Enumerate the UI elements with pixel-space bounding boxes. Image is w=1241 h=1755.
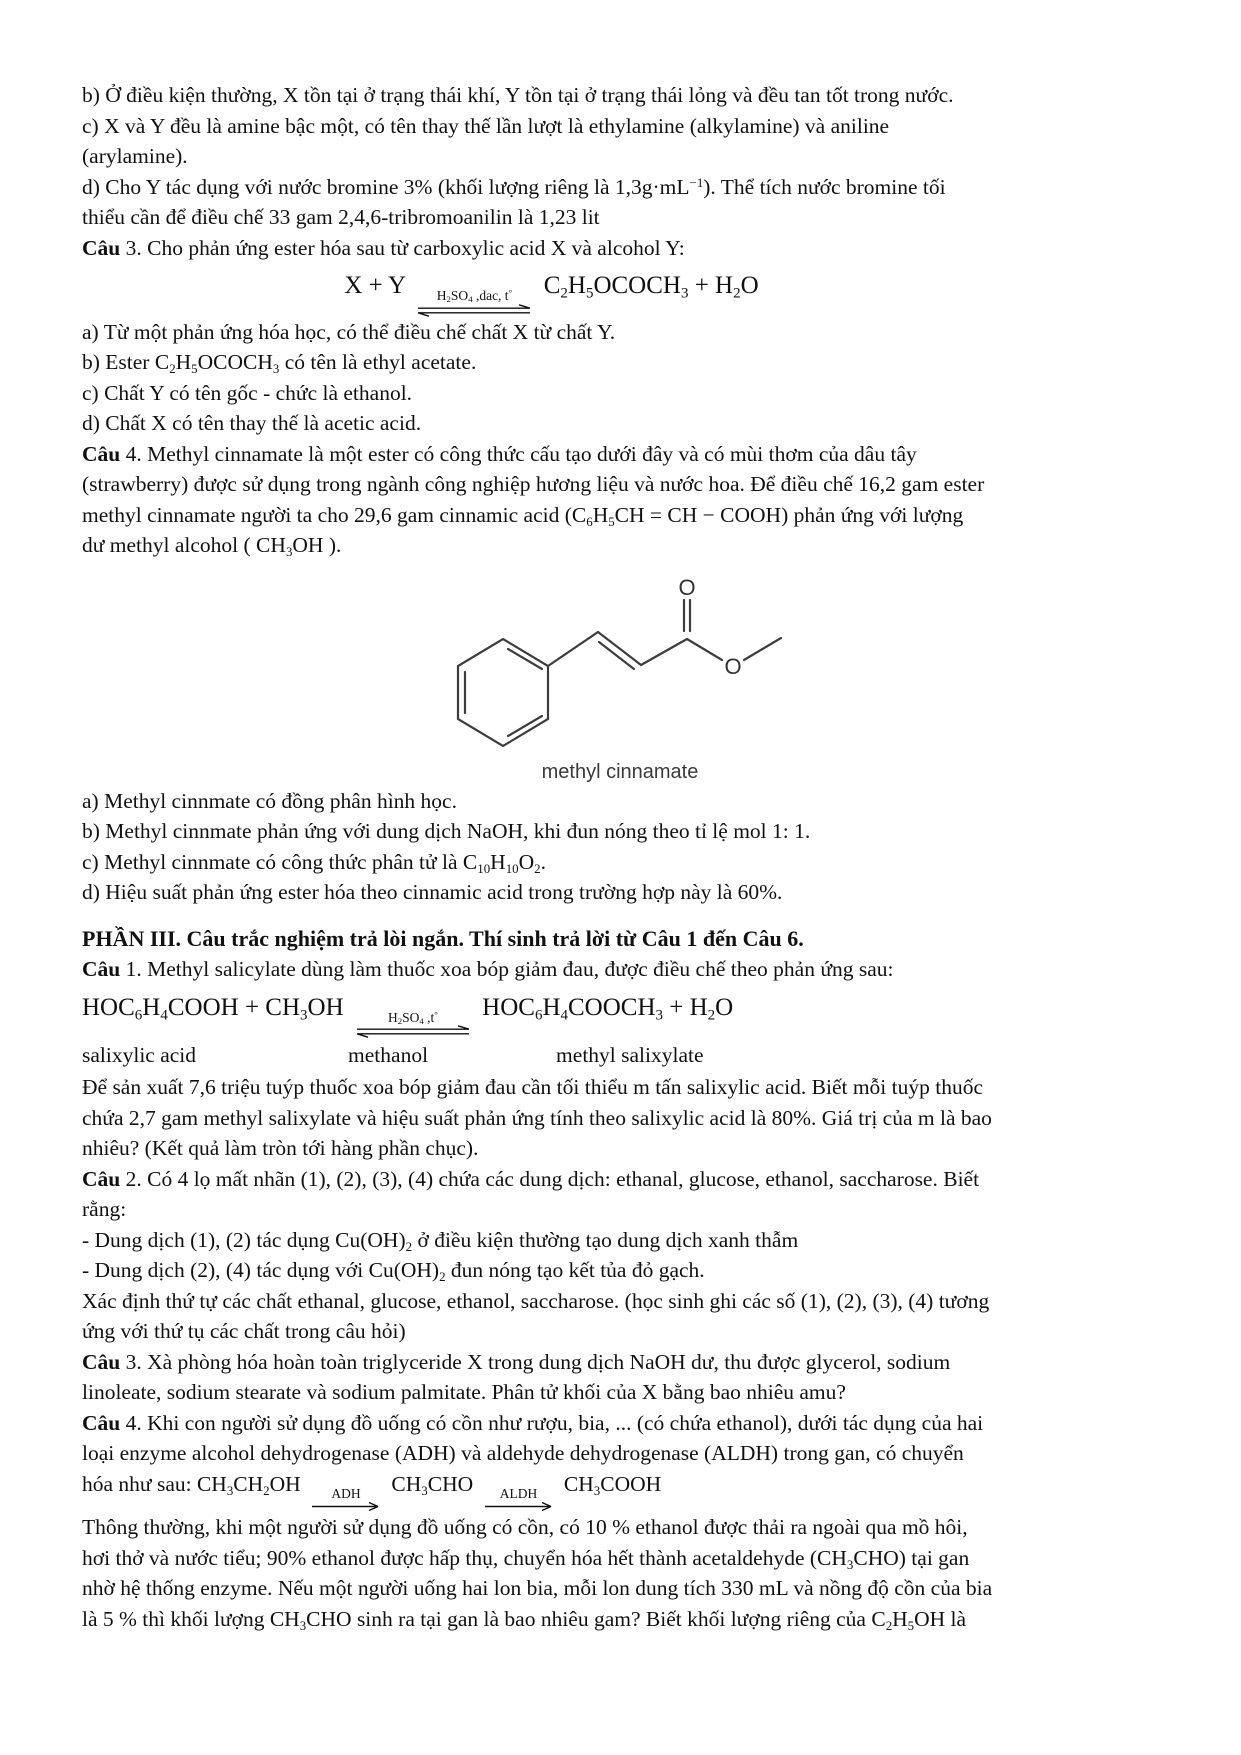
structure-caption: methyl cinnamate (541, 760, 699, 783)
text-line: Để sản xuất 7,6 triệu tuýp thuốc xoa bóp giảm đau cần tối thiểu m tấn salixylic acid. Biết mỗi tuýp thuốc (82, 1075, 984, 1100)
document-text-top (82, 80, 1171, 561)
text-line: d) Chất X có tên thay thế là acetic acid. (82, 411, 422, 436)
text-line: nhờ hệ thống enzyme. Nếu một người uống hai lon bia, mỗi lon dung tích 330 mL và nồng độ cồn của bia (82, 1576, 993, 1601)
equilibrium-arrow (354, 1010, 472, 1039)
arrow-enzyme-label: ADH (331, 1485, 361, 1501)
methyl-cinnamate-structure (450, 569, 790, 759)
equilibrium-arrow (415, 288, 533, 317)
text-line: (strawberry) được sử dụng trong ngành công nghiệp hương liệu và nước hoa. Để điều chế 16,2 gam ester (82, 472, 985, 497)
text-line: linoleate, sodium stearate và sodium palmitate. Phân tử khối của X bằng bao nhiêu amu? (82, 1380, 846, 1405)
arrow-enzyme-label: ALDH (499, 1485, 538, 1501)
text-line: Câu 3. Cho phản ứng ester hóa sau từ carboxylic acid X và alcohol Y: (82, 235, 685, 260)
text-line: Xác định thứ tự các chất ethanal, glucose, ethanol, saccharose. (học sinh ghi các số (1), (2), (3), (4) tương (82, 1288, 990, 1313)
reaction-arrow (483, 1486, 555, 1513)
text-line: Câu 4. Methyl cinnamate là một ester có công thức cấu tạo dưới đây và có mùi thơm của dâu tây (82, 441, 917, 466)
text-line: X + Y $H_2SO_4$ ,dac, t° $C_2H_5OCOCH_3 + H_2O$ (82, 263, 1171, 317)
text-line: c) Methyl cinnmate có công thức phân tử là $C_{10}H_{10}O_2$. (82, 849, 546, 876)
text-line: b) Ở điều kiện thường, X tồn tại ở trạng thái khí, Y tồn tại ở trạng thái lỏng và đều tan tốt trong nước. (82, 83, 954, 107)
text-line: b) Ester $C_2H_5OCOCH_3$ có tên là ethyl acetate. (82, 350, 477, 376)
text-line: c) X và Y đều là amine bậc một, có tên thay thế lần lượt là ethylamine (alkylamine) và aniline (82, 113, 890, 138)
text-line: d) Cho Y tác dụng với nước bromine 3% (khối lượng riêng là $1,3g\cdot mL^{-1}$). Thể tích nước bromine tối (82, 174, 946, 199)
text-line: salixylic acid methanol methyl salixylate (82, 1043, 704, 1068)
text-line: rằng: (82, 1197, 127, 1222)
text-line: nhiêu? (Kết quả làm tròn tới hàng phần chục). (82, 1136, 479, 1161)
text-line: thiểu cần để điều chế 33 gam 2,4,6-tribromoanilin là 1,23 lit (82, 205, 600, 229)
text-line: (arylamine). (82, 144, 188, 168)
text-line: a) Methyl cinnmate có đồng phân hình học. (82, 788, 457, 813)
arrow-condition-label: $H_2SO_4$ ,dac, t° (436, 287, 513, 305)
text-line: Câu 3. Xà phòng hóa hoàn toàn triglyceride X trong dung dịch NaOH dư, thu được glycerol, sodium (82, 1349, 951, 1374)
methyl-cinnamate-figure (450, 569, 790, 784)
text-line: d) Hiệu suất phản ứng ester hóa theo cinnamic acid trong trường hợp này là 60%. (82, 880, 783, 905)
text-line: b) Methyl cinnmate phản ứng với dung dịch NaOH, khi đun nóng theo tỉ lệ mol 1: 1. (82, 819, 811, 844)
text-line: Câu 4. Khi con người sử dụng đồ uống có cồn như rượu, bia, ... (có chứa ethanol), dưới tác dụng của hai (82, 1410, 984, 1435)
text-line: PHẦN III. Câu trắc nghiệm trả lòi ngắn. Thí sinh trả lời từ Câu 1 đến Câu 6. (82, 925, 804, 951)
text-line: Thông thường, khi một người sử dụng đồ uống có cồn, có 10 % ethanol được thải ra ngoài qua mồ hôi, (82, 1515, 968, 1540)
text-line: hóa như sau: $CH_3CH_2OH$ ADH $CH_3CHO$ ALDH $CH_3COOH$ (82, 1469, 1171, 1513)
text-line: - Dung dịch (2), (4) tác dụng với $Cu(OH)_2$ đun nóng tạo kết tủa đỏ gạch. (82, 1258, 705, 1284)
carbonyl-oxygen-label: O (678, 574, 696, 600)
text-line: loại enzyme alcohol dehydrogenase (ADH) và aldehyde dehydrogenase (ALDH) trong gan, có chuyển (82, 1441, 964, 1466)
text-line: Câu 1. Methyl salicylate dùng làm thuốc xoa bóp giảm đau, được điều chế theo phản ứng sau: (82, 957, 894, 982)
text-line: a) Từ một phản ứng hóa học, có thể điều chế chất X từ chất Y. (82, 319, 616, 344)
text-line: ứng với thứ tụ các chất trong câu hỏi) (82, 1319, 406, 1344)
text-line: dư methyl alcohol ( $CH_3OH$ ). (82, 533, 342, 559)
text-line: chứa 2,7 gam methyl salixylate và hiệu suất phản ứng tính theo salixylic acid là 80%. Giá trị của m là bao (82, 1105, 992, 1130)
text-line: c) Chất Y có tên gốc - chức là ethanol. (82, 380, 413, 405)
text-line: hơi thở và nước tiểu; 90% ethanol được hấp thụ, chuyển hóa hết thành acetaldehyde $(CH_3CHO)$ tại gan (82, 1545, 970, 1572)
text-line: $HOC_6H_4COOH + CH_3OH$ $H_2SO_4$ ,t° $HOC_6H_4COOCH_3 + H_2O$ (82, 985, 1171, 1039)
reaction-arrow (310, 1486, 382, 1513)
text-line: Câu 2. Có 4 lọ mất nhãn (1), (2), (3), (4) chứa các dung dịch: ethanal, glucose, ethanol, saccharose. Biết (82, 1166, 980, 1191)
text-line: methyl cinnamate người ta cho 29,6 gam cinnamic acid ($C_6H_5CH$ = CH − COOH) phản ứng với lượng (82, 502, 964, 529)
text-line: là 5 % thì khối lượng $CH_3CHO$ sinh ra tại gan là bao nhiêu gam? Biết khối lượng riêng của $C_2H_5OH$ là (82, 1606, 967, 1633)
document-text-bottom (82, 786, 1171, 1635)
ester-oxygen-label: O (724, 653, 742, 679)
arrow-condition-label: $H_2SO_4$ ,t° (387, 1009, 438, 1026)
text-line: - Dung dịch (1), (2) tác dụng $Cu(OH)_2$ ở điều kiện thường tạo dung dịch xanh thẫm (82, 1227, 799, 1254)
